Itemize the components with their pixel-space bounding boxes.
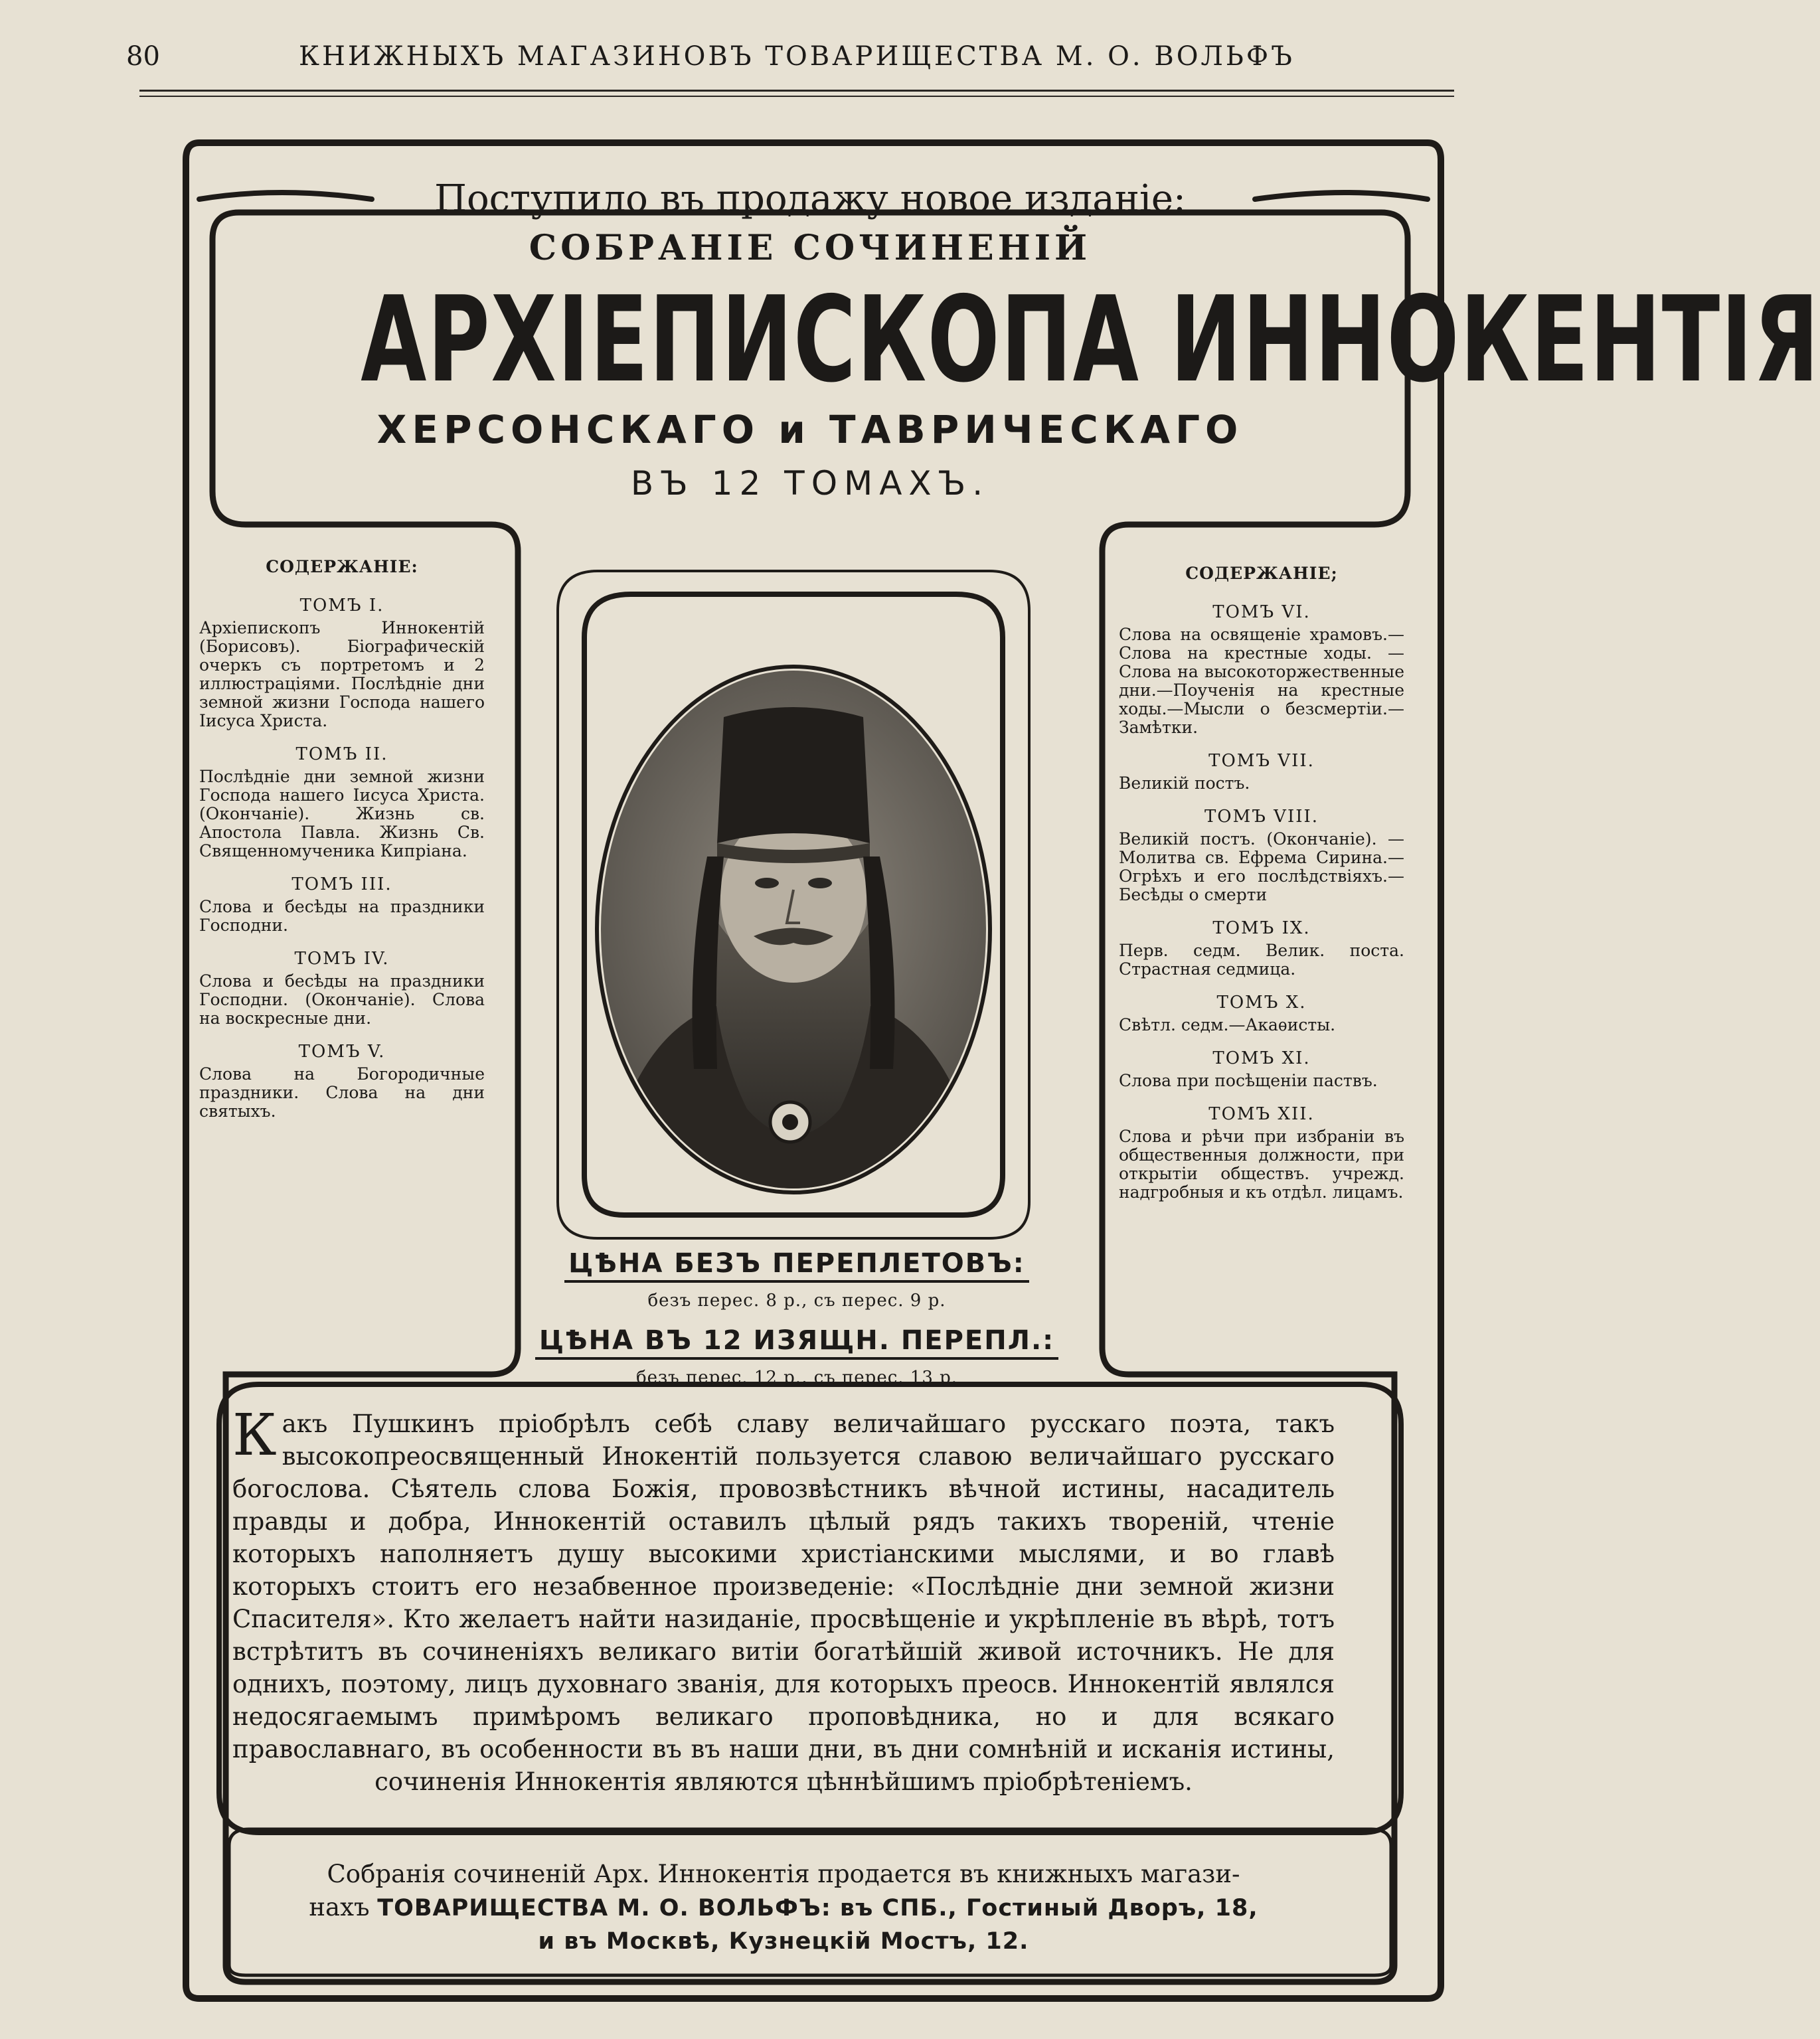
contents-heading: СОДЕРЖАНІЕ; <box>1185 564 1338 583</box>
page-number: 80 <box>126 41 160 72</box>
footer-line-2-plain: нахъ <box>309 1893 378 1921</box>
footer-line-2-bold: ТОВАРИЩЕСТВА М. О. ВОЛЬФЪ: въ СПБ., Гостиный Дворъ, 18, <box>377 1895 1258 1921</box>
contents-left <box>199 558 485 1121</box>
footer-line-3: и въ Москвѣ, Кузнецкій Мостъ, 12. <box>538 1928 1029 1955</box>
lead-line: Поступило въ продажу новое изданіе: <box>434 177 1186 220</box>
volume-title: ТОМЪ I. <box>299 596 384 615</box>
volume-contents: Слова и рѣчи при избраніи въ общественныя должности, при открытіи обществъ. учрежд. надгробныя и къ отдѣл. лицамъ. <box>1119 1127 1404 1202</box>
promo-text: акъ Пушкинъ пріобрѣлъ себѣ славу величайшаго русскаго поэта, такъ высокопреосвященный Инокентій пользуется славою величайшаго русскаго богослова. Сѣятель слова Божія, провозвѣстникъ вѣчной истины, насадитель правды и добра, Иннокентій оставилъ цѣлый рядъ такихъ твореній, чтеніе которыхъ наполняетъ душу высокими христіанскими мыслями, и во главѣ которыхъ стоитъ его незабвенное произведеніе: «Послѣдніе дни земной жизни Спасителя». Кто желаетъ найти назиданіе, просвѣщеніе и укрѣпленіе въ вѣрѣ, тотъ встрѣтитъ въ сочиненіяхъ великаго витіи богатѣйшій живой источникъ. Не для однихъ, поэтому, лицъ духовнаго званія, для которыхъ преосв. Иннокентій являлся недосягаемымъ примѣромъ великаго проповѣдника, но и для всякаго православнаго, въ особенности въ въ наши дни, въ дни сомнѣній и исканія истины, сочиненія Иннокентія являются цѣннѣйшимъ пріобрѣтеніемъ. <box>232 1410 1335 1796</box>
volume-title: ТОМЪ X. <box>1216 993 1307 1013</box>
volume-contents: Слова при посѣщеніи паствъ. <box>1119 1071 1378 1090</box>
footer-line-2 <box>252 1891 1315 1925</box>
volume-title: ТОМЪ XI. <box>1212 1048 1311 1068</box>
volume-title: ТОМЪ VI. <box>1212 602 1311 622</box>
volume-entry <box>1119 752 1404 793</box>
header-rule <box>139 90 1454 97</box>
volume-title: ТОМЪ III. <box>291 874 392 894</box>
volume-contents: Послѣдніе дни земной жизни Господа нашего Іисуса Христа. (Окончаніе). Жизнь св. Апостола Павла. Жизнь Св. Священномученика Кипріана. <box>199 767 485 860</box>
running-title: КНИЖНЫХЪ МАГАЗИНОВЪ ТОВАРИЩЕСТВА М. О. ВОЛЬФЪ <box>299 41 1295 72</box>
volume-contents: Перв. седм. Велик. поста. Страстная седмица. <box>1119 941 1404 979</box>
volume-entry <box>1119 993 1404 1034</box>
contents-heading: СОДЕРЖАНІЕ: <box>266 557 418 576</box>
footer-line-1: Собранія сочиненій Арх. Иннокентія продается въ книжныхъ магази- <box>327 1860 1240 1888</box>
page-header <box>126 41 1388 81</box>
title-block <box>186 176 1820 503</box>
price-bound-detail: безъ перес. 12 р., съ перес. 13 р. <box>635 1368 958 1388</box>
price-block <box>518 1248 1076 1402</box>
portrait <box>574 657 1013 1202</box>
volume-title: ТОМЪ VIII. <box>1204 807 1319 827</box>
price-unbound-detail: безъ перес. 8 р., съ перес. 9 р. <box>647 1291 946 1311</box>
main-title: АРХІЕПИСКОПА ИННОКЕНТІЯ <box>361 271 1820 408</box>
volume-contents: Архіепископъ Иннокентій (Борисовъ). Біографическій очеркъ съ портретомъ и 2 иллюстраціями. Послѣдніе дни земной жизни Господа нашего Іисуса Христа. <box>199 618 485 730</box>
volume-title: ТОМЪ IV. <box>294 949 390 969</box>
volume-entry <box>199 1042 485 1121</box>
promo-paragraph <box>232 1402 1335 1798</box>
volume-entry <box>1119 919 1404 979</box>
volume-contents: Слова на Богородичные праздники. Слова на дни святыхъ. <box>199 1064 485 1121</box>
volume-entry <box>199 596 485 730</box>
volume-contents: Свѣтл. седм.—Акаѳисты. <box>1119 1015 1336 1034</box>
contents-right <box>1119 564 1404 1202</box>
volume-title: ТОМЪ IX. <box>1212 918 1311 938</box>
volume-contents: Великій постъ. <box>1119 774 1250 793</box>
volume-entry <box>1119 1105 1404 1202</box>
volume-title: ТОМЪ II. <box>295 744 388 764</box>
volume-title: ТОМЪ VII. <box>1208 751 1315 771</box>
volume-entry <box>1119 807 1404 904</box>
price-bound-title: ЦѢНА ВЪ 12 ИЗЯЩН. ПЕРЕПЛ.: <box>535 1325 1058 1360</box>
volumes-count: ВЪ 12 ТОМАХЪ. <box>630 464 990 503</box>
volume-contents: Великій постъ. (Окончаніе). — Молитва св. Ефрема Сирина.—Огрѣхъ и его послѣдствіяхъ.—Бесѣды о смерти <box>1119 829 1404 904</box>
volume-title: ТОМЪ V. <box>298 1042 386 1062</box>
volume-entry <box>1119 603 1404 737</box>
drop-cap: К <box>232 1402 277 1469</box>
volume-contents: Слова и бесѣды на праздники Господни. <box>199 897 485 935</box>
volume-contents: Слова и бесѣды на праздники Господни. (Окончаніе). Слова на воскресные дни. <box>199 971 485 1028</box>
volume-entry <box>199 745 485 860</box>
portrait-engraving <box>574 657 1013 1202</box>
volume-entry <box>1119 1049 1404 1090</box>
volume-entry <box>199 875 485 935</box>
price-unbound-title: ЦѢНА БЕЗЪ ПЕРЕПЛЕТОВЪ: <box>564 1248 1029 1283</box>
sales-footer <box>252 1858 1315 1958</box>
volume-contents: Слова на освященіе храмовъ.—Слова на крестные ходы. — Слова на высокоторжественные дни.—Поученія на крестные ходы.—Мысли о безсмертіи.—Замѣтки. <box>1119 625 1404 737</box>
volume-title: ТОМЪ XII. <box>1208 1104 1315 1124</box>
volume-entry <box>199 949 485 1028</box>
diocese-subtitle: ХЕРСОНСКАГО и ТАВРИЧЕСКАГО <box>376 407 1244 452</box>
collection-title: СОБРАНІЕ СОЧИНЕНІЙ <box>529 228 1092 268</box>
